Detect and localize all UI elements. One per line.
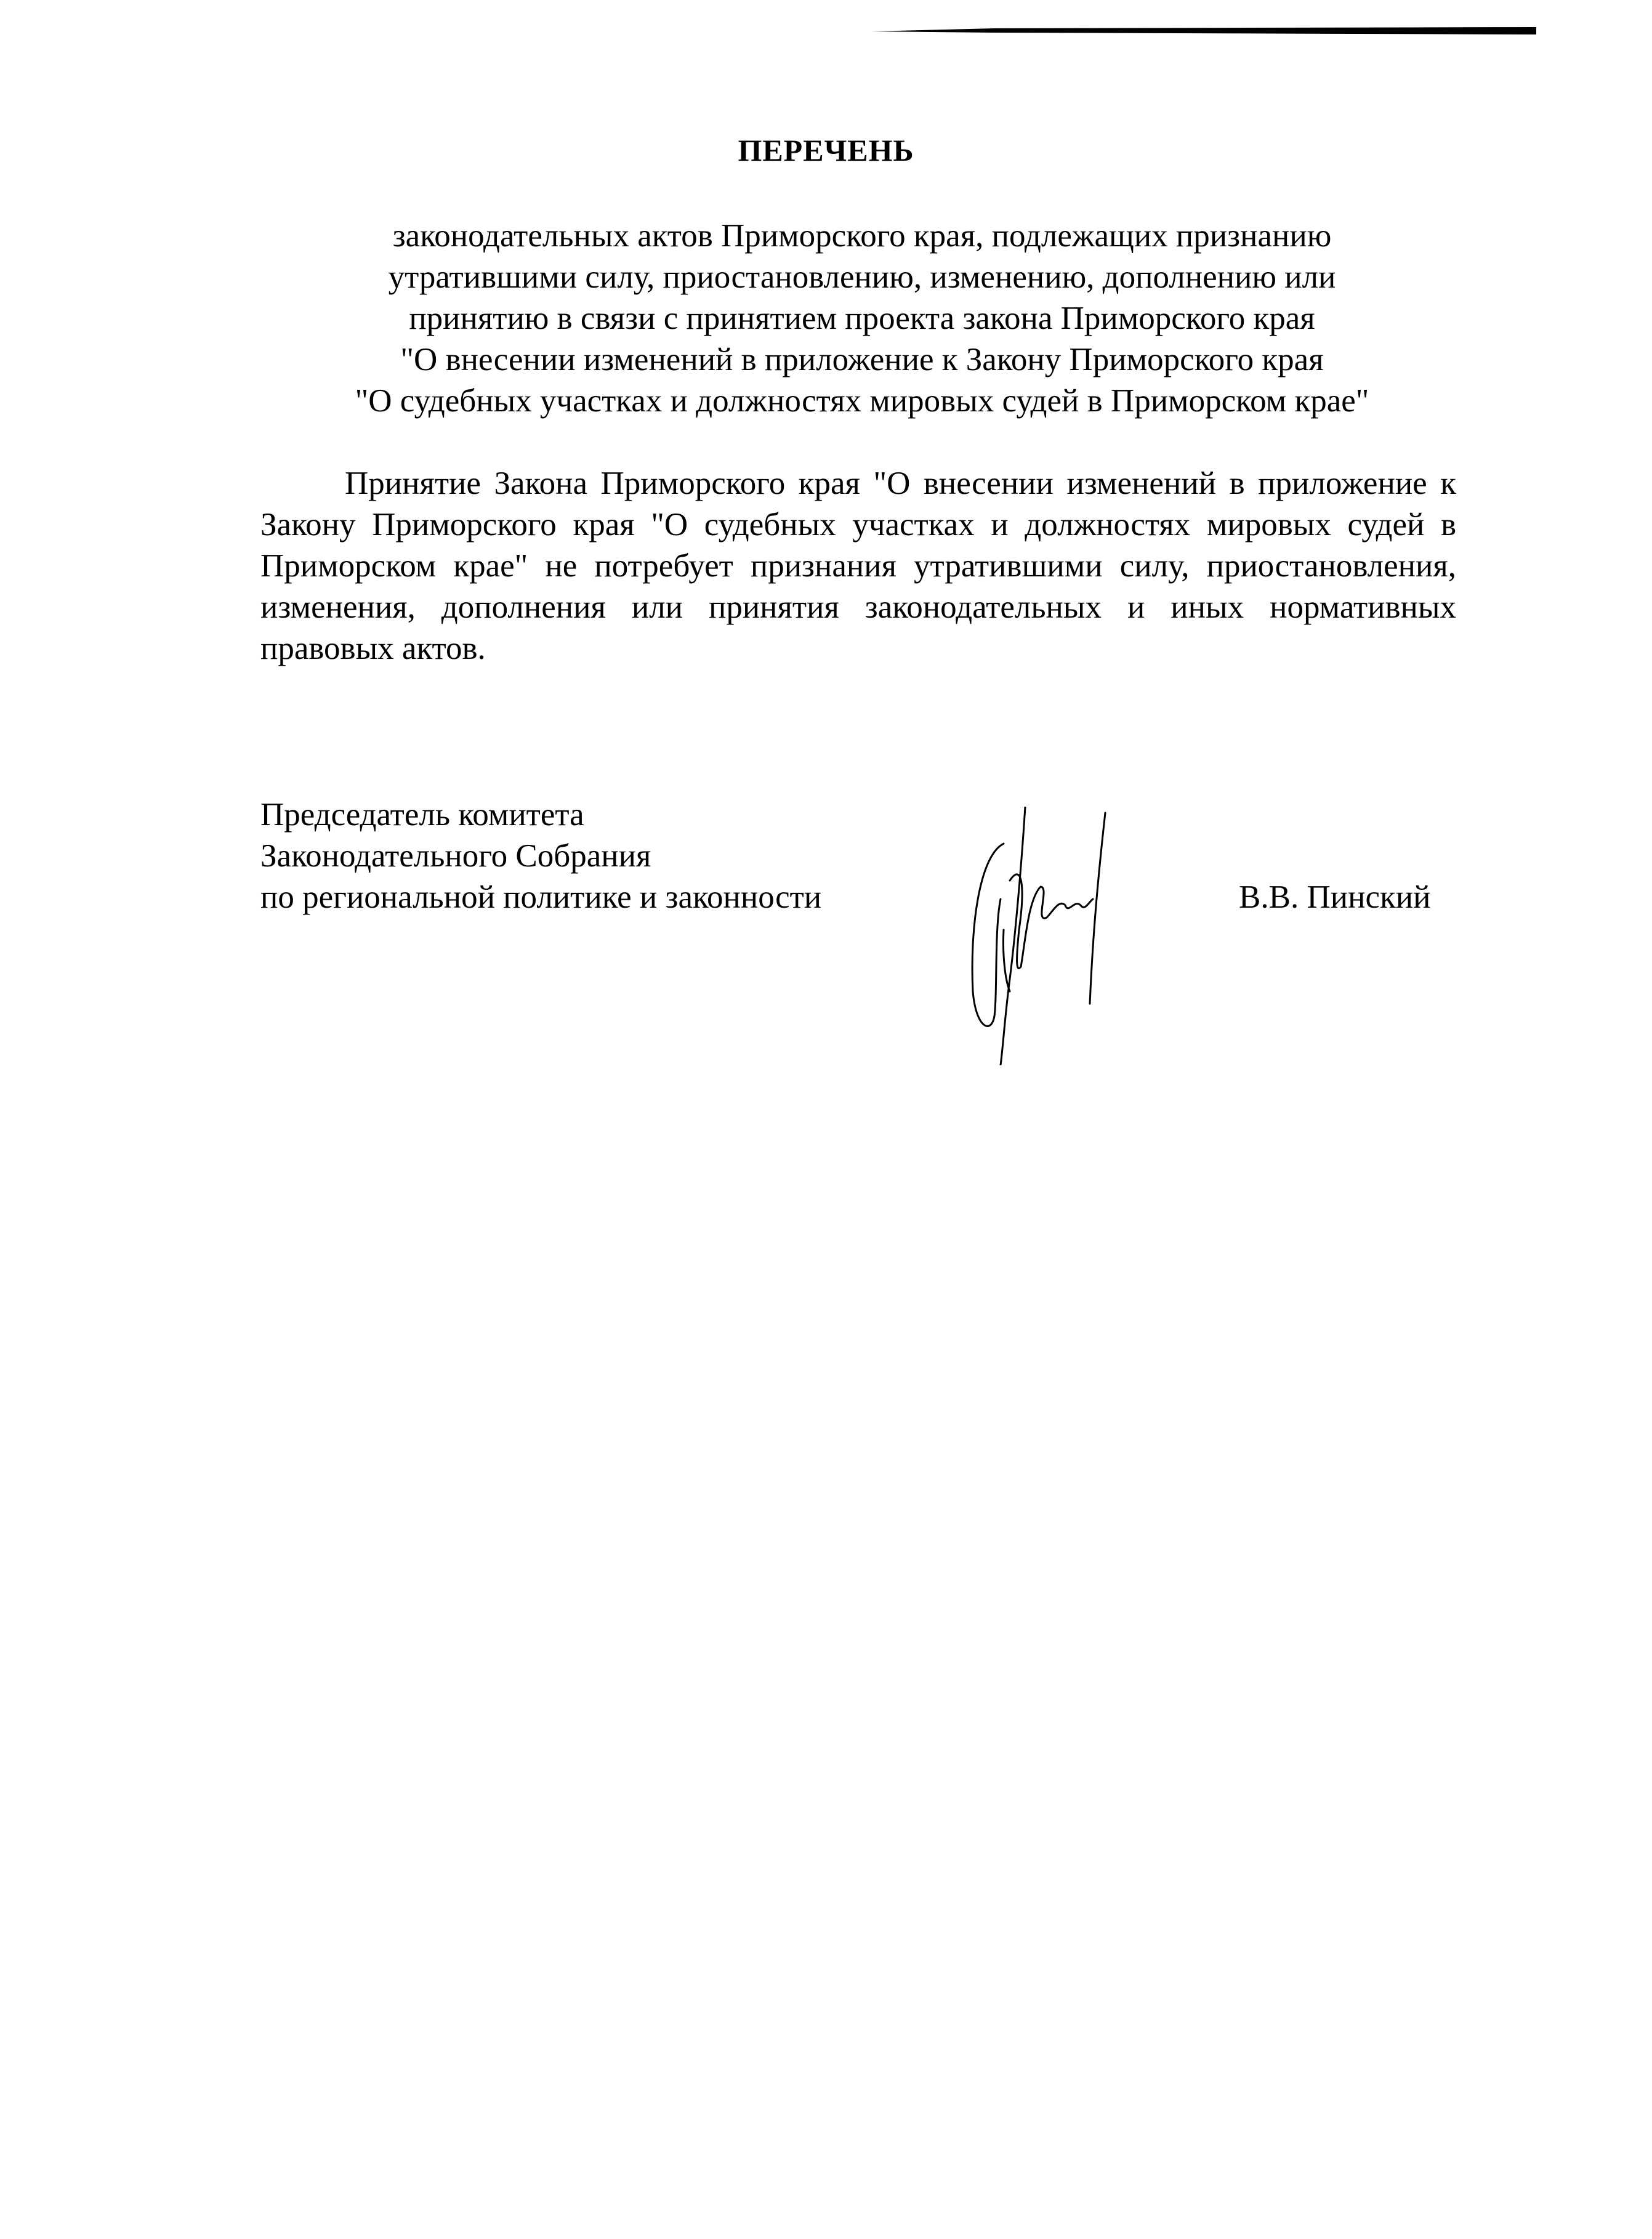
body-paragraph: Принятие Закона Приморского края "О внесении изменений в приложение к Закону Приморского края "О судебных участках и должностях мировых судей в Приморском крае" не потребует признания утратившими силу, приостановления, изменения, дополнения или принятия законодательных и иных нормативных правовых актов. xyxy=(260,466,1456,666)
handwritten-signature xyxy=(967,807,1176,1065)
signatory-name: В.В. Пинский xyxy=(1239,879,1431,915)
document-subtitle xyxy=(234,216,1490,422)
header-rule xyxy=(871,27,1536,34)
subtitle-line: принятию в связи с принятием проекта закона Приморского края xyxy=(409,301,1315,336)
subtitle-line: "О внесении изменений в приложение к Закону Приморского края xyxy=(400,342,1324,377)
subtitle-line: утратившими силу, приостановлению, изменению, дополнению или xyxy=(388,259,1336,295)
signatory-position xyxy=(260,794,821,918)
subtitle-line: "О судебных участках и должностях мировых судей в Приморском крае" xyxy=(355,383,1369,419)
subtitle-line: законодательных актов Приморского края, подлежащих признанию xyxy=(392,218,1332,254)
document-title: ПЕРЕЧЕНЬ xyxy=(738,133,914,167)
position-line: Председатель комитета xyxy=(260,797,584,833)
position-line: Законодательного Собрания xyxy=(260,838,651,874)
position-line: по региональной политике и законности xyxy=(260,879,822,915)
